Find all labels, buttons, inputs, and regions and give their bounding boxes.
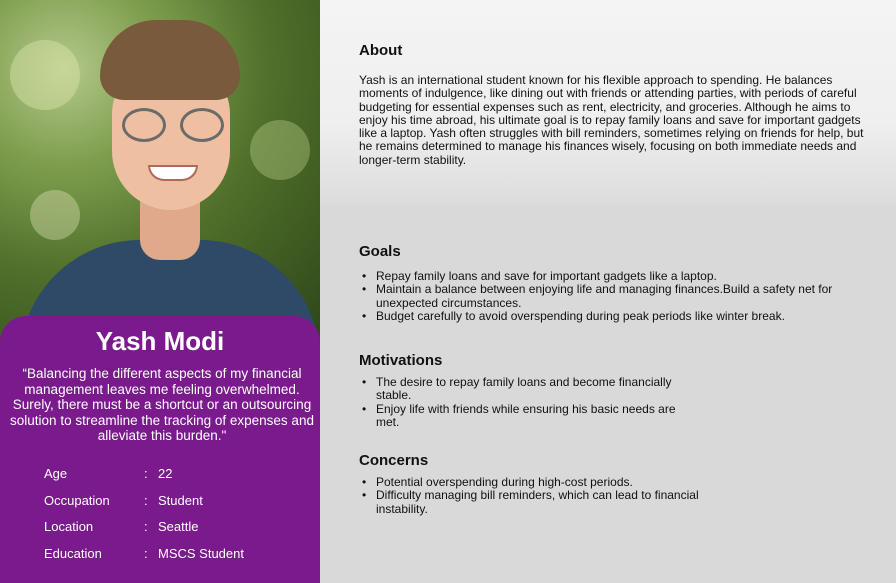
about-section	[320, 0, 896, 205]
background-bokeh	[250, 120, 310, 180]
persona-name: Yash Modi	[95, 326, 225, 356]
background-bokeh	[30, 190, 80, 240]
motivations-list	[359, 376, 689, 429]
detail-separator: :	[144, 519, 148, 534]
goals-title: Goals	[359, 243, 401, 260]
photo-hair	[100, 20, 240, 100]
detail-value: Seattle	[158, 519, 199, 534]
list-item: • Repay family loans and save for important gadgets like a laptop.	[359, 270, 859, 283]
goals-list	[359, 270, 859, 323]
detail-separator: :	[144, 466, 148, 481]
concerns-list	[359, 476, 719, 516]
persona-photo	[0, 0, 320, 345]
detail-value: Student	[158, 493, 203, 508]
about-text: Yash is an international student known for his flexible approach to spending. He balances moments of indulgence, like dining out with friends or attending parties, with periods of careful budgeting for essential expenses such as rent, electricity, and groceries. Although he aims to enjoy his time abroad, his ultimate goal is to repay family loans and save for important gadgets like a laptop. Yash often struggles with bill reminders, sometimes relying on friends for help, but he remains determined to manage his finances wisely, focusing on both immediate needs and longer-term stability.	[359, 73, 864, 167]
details-panel	[320, 0, 896, 583]
photo-glasses-right	[180, 108, 224, 142]
list-item: • Maintain a balance between enjoying life and managing finances.Build a safety net for unexpected circumstances.	[359, 283, 859, 310]
concerns-title: Concerns	[359, 452, 429, 469]
list-item: • The desire to repay family loans and become financially stable.	[359, 376, 689, 403]
detail-label: Occupation	[44, 493, 110, 508]
list-item: • Budget carefully to avoid overspending during peak periods like winter break.	[359, 310, 859, 323]
list-item: • Potential overspending during high-cost periods.	[359, 476, 719, 489]
detail-value: 22	[158, 466, 173, 481]
detail-separator: :	[144, 493, 148, 508]
detail-separator: :	[144, 546, 148, 561]
list-item: • Difficulty managing bill reminders, which can lead to financial instability.	[359, 489, 719, 516]
persona-card	[0, 316, 320, 583]
motivations-title: Motivations	[359, 352, 443, 369]
about-title: About	[359, 42, 403, 59]
background-bokeh	[10, 40, 80, 110]
detail-label: Age	[44, 466, 68, 481]
detail-label: Location	[44, 519, 94, 534]
persona-panel	[0, 0, 320, 583]
detail-value: MSCS Student	[158, 546, 244, 561]
list-item: • Enjoy life with friends while ensuring his basic needs are met.	[359, 403, 689, 430]
photo-glasses-left	[122, 108, 166, 142]
detail-label: Education	[44, 546, 102, 561]
persona-quote: “Balancing the different aspects of my financial management leaves me feeling overwhelmed. Surely, there must be a shortcut or an outsourcing solution to streamline the tracking of expenses and alleviate this burden."	[10, 366, 314, 443]
